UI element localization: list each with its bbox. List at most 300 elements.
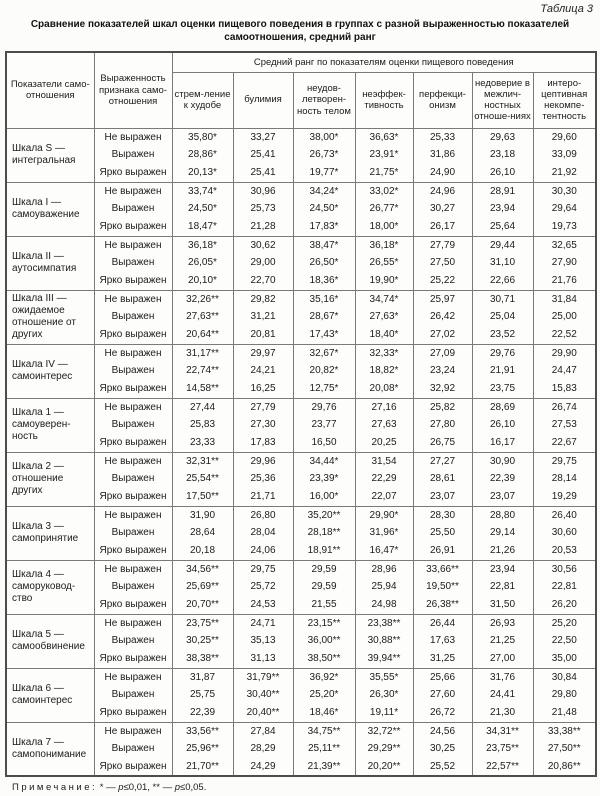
value-cell: 39,94** bbox=[355, 650, 413, 668]
table-row bbox=[6, 434, 596, 452]
value-cell: 20,08* bbox=[355, 380, 413, 398]
table-row bbox=[6, 200, 596, 218]
value-cell: 25,72 bbox=[233, 578, 293, 596]
value-cell: 29,63 bbox=[472, 128, 533, 146]
header-row-top bbox=[6, 52, 596, 72]
value-cell: 18,91** bbox=[293, 542, 355, 560]
table-body bbox=[6, 128, 596, 776]
value-cell: 22,57** bbox=[472, 758, 533, 776]
value-cell: 17,50** bbox=[172, 488, 233, 506]
value-cell: 20,40** bbox=[233, 704, 293, 722]
value-cell: 18,47* bbox=[172, 218, 233, 236]
footnote bbox=[5, 777, 595, 793]
value-cell: 19,73 bbox=[533, 218, 596, 236]
value-cell: 24,90 bbox=[413, 164, 472, 182]
value-cell: 31,13 bbox=[233, 650, 293, 668]
value-cell: 25,20 bbox=[533, 614, 596, 632]
scale-label: Шкала I — самоуважение bbox=[6, 182, 94, 236]
value-cell: 29,82 bbox=[233, 290, 293, 308]
value-cell: 20,81 bbox=[233, 326, 293, 344]
value-cell: 19,29 bbox=[533, 488, 596, 506]
value-cell: 27,79 bbox=[413, 236, 472, 254]
footnote-p-symbol: p bbox=[118, 782, 124, 793]
value-cell: 31,54 bbox=[355, 452, 413, 470]
footnote-text: ≤0,05. bbox=[180, 782, 207, 793]
value-cell: 29,90 bbox=[533, 344, 596, 362]
table-row bbox=[6, 722, 596, 740]
value-cell: 20,86** bbox=[533, 758, 596, 776]
value-cell: 27,09 bbox=[413, 344, 472, 362]
value-cell: 22,52 bbox=[533, 326, 596, 344]
table-row bbox=[6, 614, 596, 632]
value-cell: 35,00 bbox=[533, 650, 596, 668]
value-cell: 23,94 bbox=[472, 200, 533, 218]
value-cell: 17,83* bbox=[293, 218, 355, 236]
value-cell: 35,80* bbox=[172, 128, 233, 146]
value-cell: 25,97 bbox=[413, 290, 472, 308]
table-row bbox=[6, 146, 596, 164]
table-row bbox=[6, 218, 596, 236]
value-cell: 22,70 bbox=[233, 272, 293, 290]
value-cell: 30,30 bbox=[533, 182, 596, 200]
value-cell: 18,46* bbox=[293, 704, 355, 722]
value-cell: 28,86* bbox=[172, 146, 233, 164]
value-cell: 26,40 bbox=[533, 506, 596, 524]
scale-label: Шкала II — аутосимпатия bbox=[6, 236, 94, 290]
table-row bbox=[6, 668, 596, 686]
value-cell: 28,04 bbox=[233, 524, 293, 542]
expression-level-cell: Выражен bbox=[94, 146, 172, 164]
value-cell: 25,64 bbox=[472, 218, 533, 236]
value-cell: 30,40** bbox=[233, 686, 293, 704]
table-row bbox=[6, 542, 596, 560]
expression-level-cell: Выражен bbox=[94, 578, 172, 596]
value-cell: 33,09 bbox=[533, 146, 596, 164]
value-cell: 30,71 bbox=[472, 290, 533, 308]
value-cell: 31,96* bbox=[355, 524, 413, 542]
value-cell: 29,76 bbox=[293, 398, 355, 416]
value-cell: 20,20** bbox=[355, 758, 413, 776]
scale-label: Шкала S — интегральная bbox=[6, 128, 94, 182]
expression-level-cell: Ярко выражен bbox=[94, 380, 172, 398]
value-cell: 24,98 bbox=[355, 596, 413, 614]
expression-level-cell: Выражен bbox=[94, 632, 172, 650]
value-cell: 27,80 bbox=[413, 416, 472, 434]
value-cell: 14,58** bbox=[172, 380, 233, 398]
value-cell: 21,26 bbox=[472, 542, 533, 560]
value-cell: 22,39 bbox=[472, 470, 533, 488]
value-cell: 15,83 bbox=[533, 380, 596, 398]
value-cell: 33,27 bbox=[233, 128, 293, 146]
value-cell: 21,76 bbox=[533, 272, 596, 290]
value-cell: 33,56** bbox=[172, 722, 233, 740]
value-cell: 23,75** bbox=[472, 740, 533, 758]
value-cell: 28,29 bbox=[233, 740, 293, 758]
value-cell: 31,84 bbox=[533, 290, 596, 308]
value-cell: 26,38** bbox=[413, 596, 472, 614]
value-cell: 21,71 bbox=[233, 488, 293, 506]
value-cell: 35,16* bbox=[293, 290, 355, 308]
value-cell: 25,82 bbox=[413, 398, 472, 416]
value-cell: 24,71 bbox=[233, 614, 293, 632]
table-row bbox=[6, 236, 596, 254]
comparison-table bbox=[5, 51, 597, 777]
col-header-bulimia: булимия bbox=[233, 72, 293, 128]
value-cell: 21,48 bbox=[533, 704, 596, 722]
value-cell: 25,11** bbox=[293, 740, 355, 758]
expression-level-cell: Ярко выражен bbox=[94, 650, 172, 668]
value-cell: 32,26** bbox=[172, 290, 233, 308]
value-cell: 27,44 bbox=[172, 398, 233, 416]
expression-level-cell: Не выражен bbox=[94, 506, 172, 524]
value-cell: 25,41 bbox=[233, 146, 293, 164]
value-cell: 23,91* bbox=[355, 146, 413, 164]
value-cell: 25,20* bbox=[293, 686, 355, 704]
value-cell: 29,44 bbox=[472, 236, 533, 254]
table-row bbox=[6, 560, 596, 578]
table-row bbox=[6, 362, 596, 380]
value-cell: 22,81 bbox=[472, 578, 533, 596]
value-cell: 20,82* bbox=[293, 362, 355, 380]
value-cell: 25,22 bbox=[413, 272, 472, 290]
expression-level-cell: Ярко выражен bbox=[94, 434, 172, 452]
table-row bbox=[6, 308, 596, 326]
value-cell: 33,66** bbox=[413, 560, 472, 578]
value-cell: 27,63* bbox=[355, 308, 413, 326]
expression-level-cell: Ярко выражен bbox=[94, 488, 172, 506]
value-cell: 18,36* bbox=[293, 272, 355, 290]
value-cell: 35,13 bbox=[233, 632, 293, 650]
value-cell: 22,66 bbox=[472, 272, 533, 290]
expression-level-cell: Не выражен bbox=[94, 560, 172, 578]
value-cell: 16,00* bbox=[293, 488, 355, 506]
table-title: Сравнение показателей шкал оценки пищевого поведения в группах с разной выраженностью показателей самоотношения, средний ранг bbox=[30, 19, 570, 43]
value-cell: 28,64 bbox=[172, 524, 233, 542]
value-cell: 27,79 bbox=[233, 398, 293, 416]
value-cell: 16,17 bbox=[472, 434, 533, 452]
col-header-ineffectiveness: неэффек-тивность bbox=[355, 72, 413, 128]
value-cell: 24,50* bbox=[172, 200, 233, 218]
value-cell: 31,50 bbox=[472, 596, 533, 614]
expression-level-cell: Ярко выражен bbox=[94, 326, 172, 344]
value-cell: 22,50 bbox=[533, 632, 596, 650]
value-cell: 17,43* bbox=[293, 326, 355, 344]
value-cell: 26,42 bbox=[413, 308, 472, 326]
value-cell: 26,10 bbox=[472, 164, 533, 182]
expression-level-cell: Выражен bbox=[94, 362, 172, 380]
value-cell: 23,07 bbox=[472, 488, 533, 506]
value-cell: 30,62 bbox=[233, 236, 293, 254]
expression-level-cell: Не выражен bbox=[94, 452, 172, 470]
value-cell: 26,20 bbox=[533, 596, 596, 614]
value-cell: 23,52 bbox=[472, 326, 533, 344]
footnote-p-symbol: p bbox=[174, 782, 181, 793]
expression-level-cell: Выражен bbox=[94, 308, 172, 326]
value-cell: 27,90 bbox=[533, 254, 596, 272]
value-cell: 24,50* bbox=[293, 200, 355, 218]
value-cell: 16,47* bbox=[355, 542, 413, 560]
value-cell: 30,96 bbox=[233, 182, 293, 200]
value-cell: 30,60 bbox=[533, 524, 596, 542]
value-cell: 18,00* bbox=[355, 218, 413, 236]
value-cell: 26,10 bbox=[472, 416, 533, 434]
table-row bbox=[6, 578, 596, 596]
value-cell: 31,21 bbox=[233, 308, 293, 326]
table-row bbox=[6, 290, 596, 308]
value-cell: 26,30* bbox=[355, 686, 413, 704]
value-cell: 18,82* bbox=[355, 362, 413, 380]
value-cell: 23,07 bbox=[413, 488, 472, 506]
value-cell: 26,17 bbox=[413, 218, 472, 236]
col-header-self-attitude-indicators: Показатели само-отношения bbox=[6, 52, 94, 128]
expression-level-cell: Не выражен bbox=[94, 290, 172, 308]
table-row bbox=[6, 758, 596, 776]
value-cell: 21,30 bbox=[472, 704, 533, 722]
value-cell: 36,18* bbox=[355, 236, 413, 254]
expression-level-cell: Выражен bbox=[94, 740, 172, 758]
value-cell: 29,64 bbox=[533, 200, 596, 218]
table-row bbox=[6, 416, 596, 434]
table-row bbox=[6, 326, 596, 344]
value-cell: 24,47 bbox=[533, 362, 596, 380]
scale-label: Шкала 7 — самопонимание bbox=[6, 722, 94, 776]
expression-level-cell: Выражен bbox=[94, 524, 172, 542]
value-cell: 25,94 bbox=[355, 578, 413, 596]
value-cell: 38,50** bbox=[293, 650, 355, 668]
value-cell: 25,04 bbox=[472, 308, 533, 326]
value-cell: 24,56 bbox=[413, 722, 472, 740]
value-cell: 26,93 bbox=[472, 614, 533, 632]
value-cell: 27,30 bbox=[233, 416, 293, 434]
expression-level-cell: Не выражен bbox=[94, 182, 172, 200]
value-cell: 28,96 bbox=[355, 560, 413, 578]
value-cell: 26,73* bbox=[293, 146, 355, 164]
value-cell: 38,00* bbox=[293, 128, 355, 146]
value-cell: 35,55* bbox=[355, 668, 413, 686]
value-cell: 38,47* bbox=[293, 236, 355, 254]
value-cell: 29,75 bbox=[233, 560, 293, 578]
value-cell: 26,50* bbox=[293, 254, 355, 272]
value-cell: 31,86 bbox=[413, 146, 472, 164]
value-cell: 25,96** bbox=[172, 740, 233, 758]
value-cell: 30,25** bbox=[172, 632, 233, 650]
value-cell: 25,75 bbox=[172, 686, 233, 704]
value-cell: 23,18 bbox=[472, 146, 533, 164]
value-cell: 19,11* bbox=[355, 704, 413, 722]
value-cell: 32,65 bbox=[533, 236, 596, 254]
value-cell: 31,10 bbox=[472, 254, 533, 272]
value-cell: 34,74* bbox=[355, 290, 413, 308]
value-cell: 31,76 bbox=[472, 668, 533, 686]
value-cell: 22,67 bbox=[533, 434, 596, 452]
scale-label: Шкала 1 — самоуверен-ность bbox=[6, 398, 94, 452]
value-cell: 26,55* bbox=[355, 254, 413, 272]
value-cell: 18,40* bbox=[355, 326, 413, 344]
value-cell: 31,25 bbox=[413, 650, 472, 668]
expression-level-cell: Не выражен bbox=[94, 398, 172, 416]
value-cell: 36,63* bbox=[355, 128, 413, 146]
scale-label: Шкала 5 — самообвинение bbox=[6, 614, 94, 668]
value-cell: 23,75** bbox=[172, 614, 233, 632]
value-cell: 25,54** bbox=[172, 470, 233, 488]
value-cell: 28,69 bbox=[472, 398, 533, 416]
value-cell: 25,50 bbox=[413, 524, 472, 542]
expression-level-cell: Ярко выражен bbox=[94, 542, 172, 560]
value-cell: 21,92 bbox=[533, 164, 596, 182]
value-cell: 26,75 bbox=[413, 434, 472, 452]
value-cell: 38,38** bbox=[172, 650, 233, 668]
expression-level-cell: Ярко выражен bbox=[94, 218, 172, 236]
value-cell: 20,18 bbox=[172, 542, 233, 560]
value-cell: 31,90 bbox=[172, 506, 233, 524]
value-cell: 26,44 bbox=[413, 614, 472, 632]
table-row bbox=[6, 524, 596, 542]
value-cell: 19,90* bbox=[355, 272, 413, 290]
value-cell: 25,36 bbox=[233, 470, 293, 488]
col-header-interoceptive-incompetence: интеро-цептивная некомпе-тентность bbox=[533, 72, 596, 128]
value-cell: 24,06 bbox=[233, 542, 293, 560]
expression-level-cell: Не выражен bbox=[94, 722, 172, 740]
value-cell: 28,91 bbox=[472, 182, 533, 200]
value-cell: 36,18* bbox=[172, 236, 233, 254]
value-cell: 23,33 bbox=[172, 434, 233, 452]
value-cell: 29,60 bbox=[533, 128, 596, 146]
table-row bbox=[6, 650, 596, 668]
value-cell: 21,39** bbox=[293, 758, 355, 776]
scale-label: Шкала 6 — самоинтерес bbox=[6, 668, 94, 722]
table-header bbox=[6, 52, 596, 128]
value-cell: 20,13* bbox=[172, 164, 233, 182]
table-row bbox=[6, 704, 596, 722]
scale-label: Шкала 4 — саморуковод-ство bbox=[6, 560, 94, 614]
table-row bbox=[6, 506, 596, 524]
col-header-mean-rank-span: Средний ранг по показателям оценки пищевого поведения bbox=[172, 52, 596, 72]
expression-level-cell: Выражен bbox=[94, 416, 172, 434]
value-cell: 25,73 bbox=[233, 200, 293, 218]
value-cell: 22,07 bbox=[355, 488, 413, 506]
table-row bbox=[6, 380, 596, 398]
value-cell: 22,29 bbox=[355, 470, 413, 488]
value-cell: 24,29 bbox=[233, 758, 293, 776]
scale-label: Шкала 2 — отношение других bbox=[6, 452, 94, 506]
value-cell: 27,27 bbox=[413, 452, 472, 470]
value-cell: 28,30 bbox=[413, 506, 472, 524]
value-cell: 19,50** bbox=[413, 578, 472, 596]
value-cell: 23,75 bbox=[472, 380, 533, 398]
value-cell: 35,20** bbox=[293, 506, 355, 524]
value-cell: 31,87 bbox=[172, 668, 233, 686]
value-cell: 25,66 bbox=[413, 668, 472, 686]
value-cell: 20,70** bbox=[172, 596, 233, 614]
table-row bbox=[6, 272, 596, 290]
col-header-perfectionism: перфекци-онизм bbox=[413, 72, 472, 128]
expression-level-cell: Ярко выражен bbox=[94, 272, 172, 290]
table-row bbox=[6, 164, 596, 182]
expression-level-cell: Выражен bbox=[94, 686, 172, 704]
expression-level-cell: Ярко выражен bbox=[94, 704, 172, 722]
value-cell: 28,14 bbox=[533, 470, 596, 488]
value-cell: 29,96 bbox=[233, 452, 293, 470]
value-cell: 22,39 bbox=[172, 704, 233, 722]
col-header-expression-of-trait: Выраженность признака само-отношения bbox=[94, 52, 172, 128]
value-cell: 31,17** bbox=[172, 344, 233, 362]
value-cell: 21,70** bbox=[172, 758, 233, 776]
value-cell: 30,27 bbox=[413, 200, 472, 218]
footnote-label: Примечание: bbox=[12, 782, 98, 793]
value-cell: 36,00** bbox=[293, 632, 355, 650]
scale-label: Шкала III — ожидаемое отношение от других bbox=[6, 290, 94, 344]
value-cell: 12,75* bbox=[293, 380, 355, 398]
value-cell: 32,31** bbox=[172, 452, 233, 470]
value-cell: 30,88** bbox=[355, 632, 413, 650]
value-cell: 27,16 bbox=[355, 398, 413, 416]
value-cell: 29,90* bbox=[355, 506, 413, 524]
value-cell: 32,33* bbox=[355, 344, 413, 362]
value-cell: 29,97 bbox=[233, 344, 293, 362]
table-row bbox=[6, 182, 596, 200]
value-cell: 28,80 bbox=[472, 506, 533, 524]
col-header-body-dissatisfaction: неудов-летворен-ность телом bbox=[293, 72, 355, 128]
value-cell: 27,50 bbox=[413, 254, 472, 272]
expression-level-cell: Выражен bbox=[94, 470, 172, 488]
value-cell: 24,41 bbox=[472, 686, 533, 704]
expression-level-cell: Не выражен bbox=[94, 614, 172, 632]
value-cell: 32,67* bbox=[293, 344, 355, 362]
value-cell: 24,21 bbox=[233, 362, 293, 380]
value-cell: 34,56** bbox=[172, 560, 233, 578]
value-cell: 29,29** bbox=[355, 740, 413, 758]
table-row bbox=[6, 398, 596, 416]
expression-level-cell: Выражен bbox=[94, 200, 172, 218]
value-cell: 29,00 bbox=[233, 254, 293, 272]
value-cell: 25,83 bbox=[172, 416, 233, 434]
value-cell: 19,77* bbox=[293, 164, 355, 182]
value-cell: 24,96 bbox=[413, 182, 472, 200]
value-cell: 21,55 bbox=[293, 596, 355, 614]
expression-level-cell: Ярко выражен bbox=[94, 164, 172, 182]
value-cell: 26,72 bbox=[413, 704, 472, 722]
value-cell: 26,91 bbox=[413, 542, 472, 560]
table-row bbox=[6, 470, 596, 488]
col-header-drive-for-thinness: стрем-ление к худобе bbox=[172, 72, 233, 128]
table-row bbox=[6, 452, 596, 470]
value-cell: 33,02* bbox=[355, 182, 413, 200]
value-cell: 27,53 bbox=[533, 416, 596, 434]
value-cell: 25,52 bbox=[413, 758, 472, 776]
value-cell: 23,38** bbox=[355, 614, 413, 632]
value-cell: 25,33 bbox=[413, 128, 472, 146]
value-cell: 28,67* bbox=[293, 308, 355, 326]
table-row bbox=[6, 596, 596, 614]
value-cell: 26,05* bbox=[172, 254, 233, 272]
value-cell: 21,91 bbox=[472, 362, 533, 380]
table-row bbox=[6, 740, 596, 758]
value-cell: 21,28 bbox=[233, 218, 293, 236]
value-cell: 24,53 bbox=[233, 596, 293, 614]
value-cell: 20,64** bbox=[172, 326, 233, 344]
scale-label: Шкала IV — самоинтерес bbox=[6, 344, 94, 398]
value-cell: 30,90 bbox=[472, 452, 533, 470]
value-cell: 29,80 bbox=[533, 686, 596, 704]
footnote-text: * — bbox=[97, 782, 119, 793]
value-cell: 36,92* bbox=[293, 668, 355, 686]
value-cell: 16,50 bbox=[293, 434, 355, 452]
value-cell: 20,10* bbox=[172, 272, 233, 290]
value-cell: 26,77* bbox=[355, 200, 413, 218]
value-cell: 28,61 bbox=[413, 470, 472, 488]
value-cell: 32,92 bbox=[413, 380, 472, 398]
value-cell: 28,18** bbox=[293, 524, 355, 542]
